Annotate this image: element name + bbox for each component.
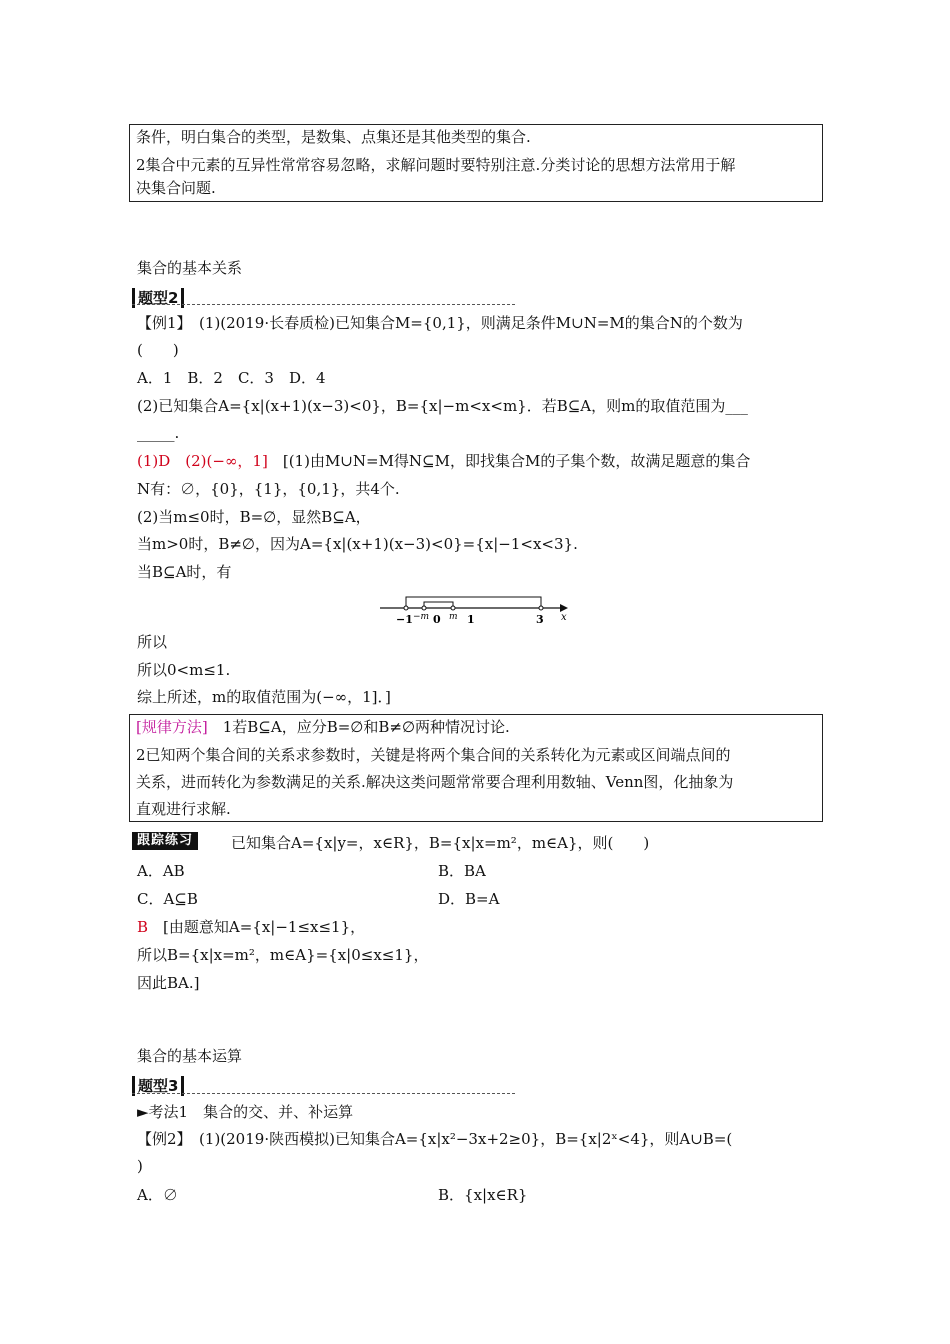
example1-q2-line-1: (2)已知集合A={x|(x+1)(x−3)<0}，B={x|−m<x<m}．若B⊆A，则m的取值范围为___ <box>137 397 748 415</box>
number-line-figure <box>375 588 575 628</box>
nl-label-3: 3 <box>536 613 544 626</box>
practice-answer-key: B <box>137 918 149 936</box>
practice-answer-line-2: 所以B={x|x=m²，m∈A}={x|0≤x≤1}， <box>137 946 429 964</box>
practice-answer-line-1 <box>137 917 365 937</box>
practice-option-a: A．AB <box>137 862 185 880</box>
example1-answer-line-7: 所以0<m≤1. <box>137 661 231 679</box>
practice-question: 已知集合A={x|y=，x∈R}，B={x|x=m²，m∈A}，则( ) <box>231 834 650 852</box>
example1-line-1: 【例1】 (1)(2019·长春质检)已知集合M={0,1}，则满足条件M∪N=M的集合N的个数为 <box>137 314 743 332</box>
practice-answer-text: [由题意知A={x|−1≤x≤1}， <box>148 918 366 936</box>
section3-tag: 题型3 <box>132 1076 184 1096</box>
example1-answer-line-6: 所以 <box>137 633 168 651</box>
nl-label-1: 1 <box>467 613 475 626</box>
example1-answer-line-1 <box>137 451 750 471</box>
method-line-4: 直观进行求解. <box>136 800 231 818</box>
example1-line-2: ( ) <box>137 341 179 359</box>
practice-label: 跟踪练习 <box>132 832 198 850</box>
method-line-2: 2已知两个集合间的关系求参数时，关键是将两个集合间的关系转化为元素或区间端点间的 <box>136 746 731 764</box>
nl-label-0: 0 <box>433 613 441 626</box>
example1-answer-line-3: (2)当m≤0时，B=∅，显然B⊆A， <box>137 508 371 526</box>
example2-option-b: B．{x|x∈R} <box>438 1186 528 1204</box>
example2-line-2: ) <box>137 1157 143 1175</box>
practice-answer-line-3: 因此BA.] <box>137 974 200 992</box>
answer-explanation: [(1)由M∪N=M得N⊆M，即找集合M的子集个数，故满足题意的集合 <box>267 452 751 470</box>
note-line-3: 决集合问题. <box>136 179 216 197</box>
example1-answer-line-8: 综上所述，m的取值范围为(−∞，1]．] <box>137 688 391 706</box>
example1-answer-line-4: 当m>0时，B≠∅，因为A={x|(x+1)(x−3)<0}={x|−1<x<3}. <box>137 535 578 553</box>
example1-q2-line-2: _____. <box>137 424 180 442</box>
note-box <box>129 124 823 202</box>
practice-option-c: C．A⊆B <box>137 890 198 908</box>
nl-label-x: x <box>561 612 567 623</box>
method-line-3: 关系，进而转化为参数满足的关系.解决这类问题常常要合理利用数轴、Venn图，化抽象为 <box>136 773 734 791</box>
method-label: [规律方法] <box>136 718 208 736</box>
section3-kaofa: ►考法1 集合的交、并、补运算 <box>137 1103 354 1121</box>
practice-option-d: D．B=A <box>438 890 500 908</box>
example2-line-1: 【例2】 (1)(2019·陕西模拟)已知集合A={x|x²−3x+2≥0}，B={x|2ˣ<4}，则A∪B=( <box>137 1130 733 1148</box>
nl-label-neg1: −1 <box>396 613 413 626</box>
nl-label-negm: −m <box>413 612 430 622</box>
example1-answer-line-2: N有：∅，{0}，{1}，{0,1}，共4个. <box>137 480 400 498</box>
example1-options: A．1 B．2 C．3 D．4 <box>137 369 326 387</box>
practice-option-b: B．BA <box>438 862 486 880</box>
example2-option-a: A．∅ <box>137 1186 178 1204</box>
section2-divider <box>132 304 515 305</box>
answer-key: (1)D (2)(−∞，1] <box>137 452 268 470</box>
section3-heading: 集合的基本运算 <box>137 1047 243 1065</box>
method-line-1 <box>136 717 510 737</box>
section2-tag: 题型2 <box>132 288 184 308</box>
section3-divider <box>132 1093 515 1094</box>
nl-label-m: m <box>449 612 458 622</box>
method-text-1: 1若B⊆A，应分B=∅和B≠∅两种情况讨论. <box>222 718 510 736</box>
note-line-2: 2集合中元素的互异性常常容易忽略，求解问题时要特别注意.分类讨论的思想方法常用于解 <box>136 156 736 174</box>
note-line-1: 条件，明白集合的类型，是数集、点集还是其他类型的集合. <box>136 128 531 146</box>
method-box <box>129 714 823 822</box>
section2-heading: 集合的基本关系 <box>137 259 243 277</box>
example1-answer-line-5: 当B⊆A时，有 <box>137 563 232 581</box>
